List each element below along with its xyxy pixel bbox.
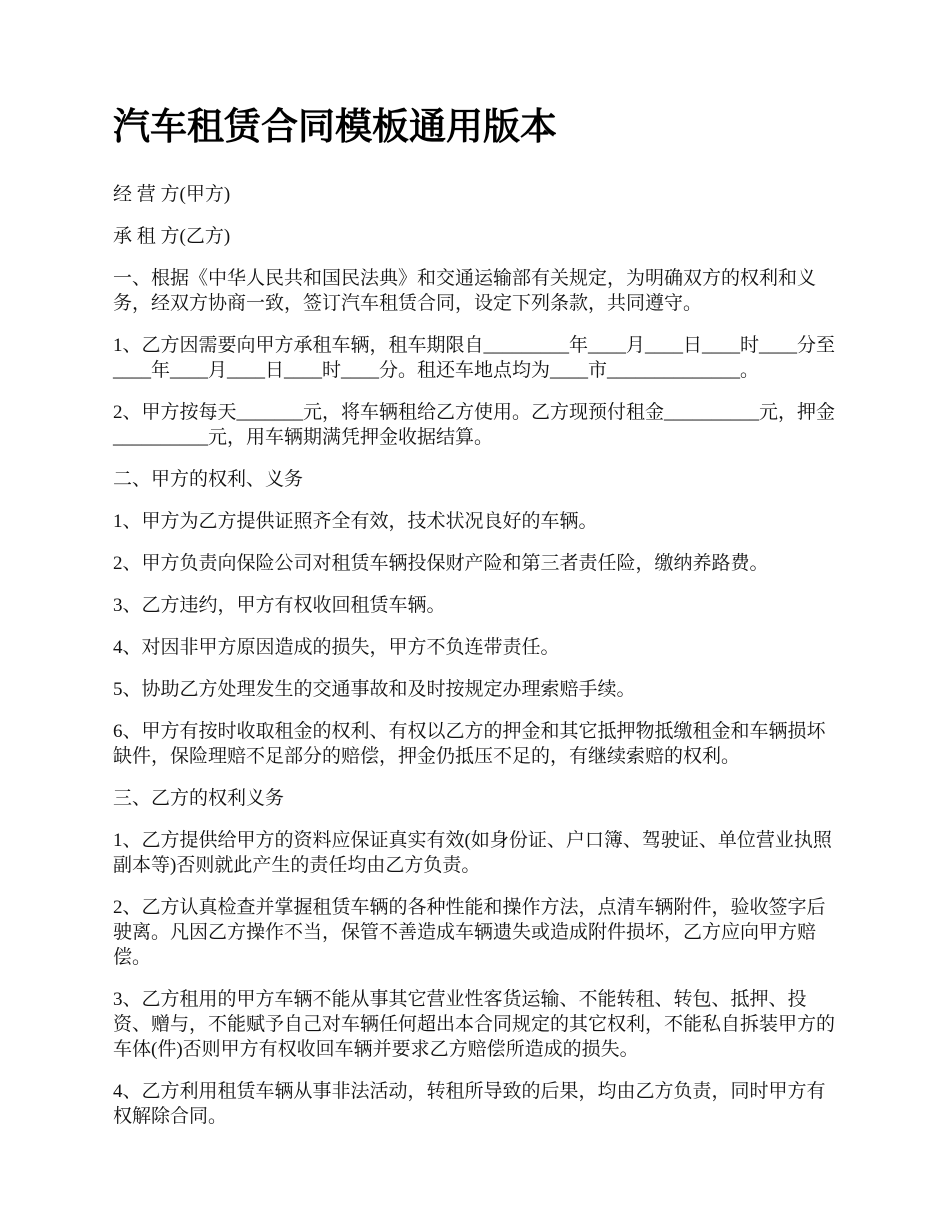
clause-3-1: 1、乙方提供给甲方的资料应保证真实有效(如身份证、户口簿、驾驶证、单位营业执照副本等)否则就此产生的责任均由乙方负责。 [113,830,832,876]
party-b-line: 承 租 方(乙方) [113,226,231,247]
clause-2-5: 5、协助乙方处理发生的交通事故和及时按规定办理索赔手续。 [113,679,636,700]
page-title: 汽车租赁合同模板通用版本 [113,107,557,148]
clause-3-3: 3、乙方租用的甲方车辆不能从事其它营业性客货运输、不能转租、转包、抵押、投资、赠与，不能赋予自己对车辆任何超出本合同规定的其它权利，不能私自拆装甲方的车体(件)否则甲方有权收回车辆并要求乙方赔偿所造成的损失。 [113,989,836,1060]
clause-3-2: 2、乙方认真检查并掌握租赁车辆的各种性能和操作方法，点清车辆附件，验收签字后驶离。凡因乙方操作不当，保管不善造成车辆遗失或造成附件损坏，乙方应向甲方赔偿。 [113,897,826,968]
clause-2-6: 6、甲方有按时收取租金的权利、有权以乙方的押金和其它抵押物抵缴租金和车辆损坏缺件，保险理赔不足部分的赔偿，押金仍抵压不足的，有继续索赔的权利。 [113,721,826,767]
clause-2-4: 4、对因非甲方原因造成的损失，甲方不负连带责任。 [113,637,560,658]
section-2-heading: 二、甲方的权利、义务 [113,469,304,490]
intro-paragraph: 一、根据《中华人民共和国民法典》和交通运输部有关规定，为明确双方的权利和义务，经双方协商一致，签订汽车租赁合同，设定下列条款，共同遵守。 [113,268,817,314]
party-a-line: 经 营 方(甲方) [113,184,231,205]
clause-1-2: 2、甲方按每天_______元，将车辆租给乙方使用。乙方现预付租金__________元，押金__________元，用车辆期满凭押金收据结算。 [113,402,836,448]
clause-2-2: 2、甲方负责向保险公司对租赁车辆投保财产险和第三者责任险，缴纳养路费。 [113,553,769,574]
clause-3-4: 4、乙方利用租赁车辆从事非法活动，转租所导致的后果，均由乙方负责，同时甲方有权解除合同。 [113,1081,826,1127]
clause-2-3: 3、乙方违约，甲方有权收回租赁车辆。 [113,595,446,616]
section-3-heading: 三、乙方的权利义务 [113,788,285,809]
clause-1-1: 1、乙方因需要向甲方承租车辆，租车期限自_________年____月____日____时____分至____年____月____日____时____分。租还车地点均为____市______________。 [113,335,836,381]
clause-2-1: 1、甲方为乙方提供证照齐全有效，技术状况良好的车辆。 [113,511,598,532]
